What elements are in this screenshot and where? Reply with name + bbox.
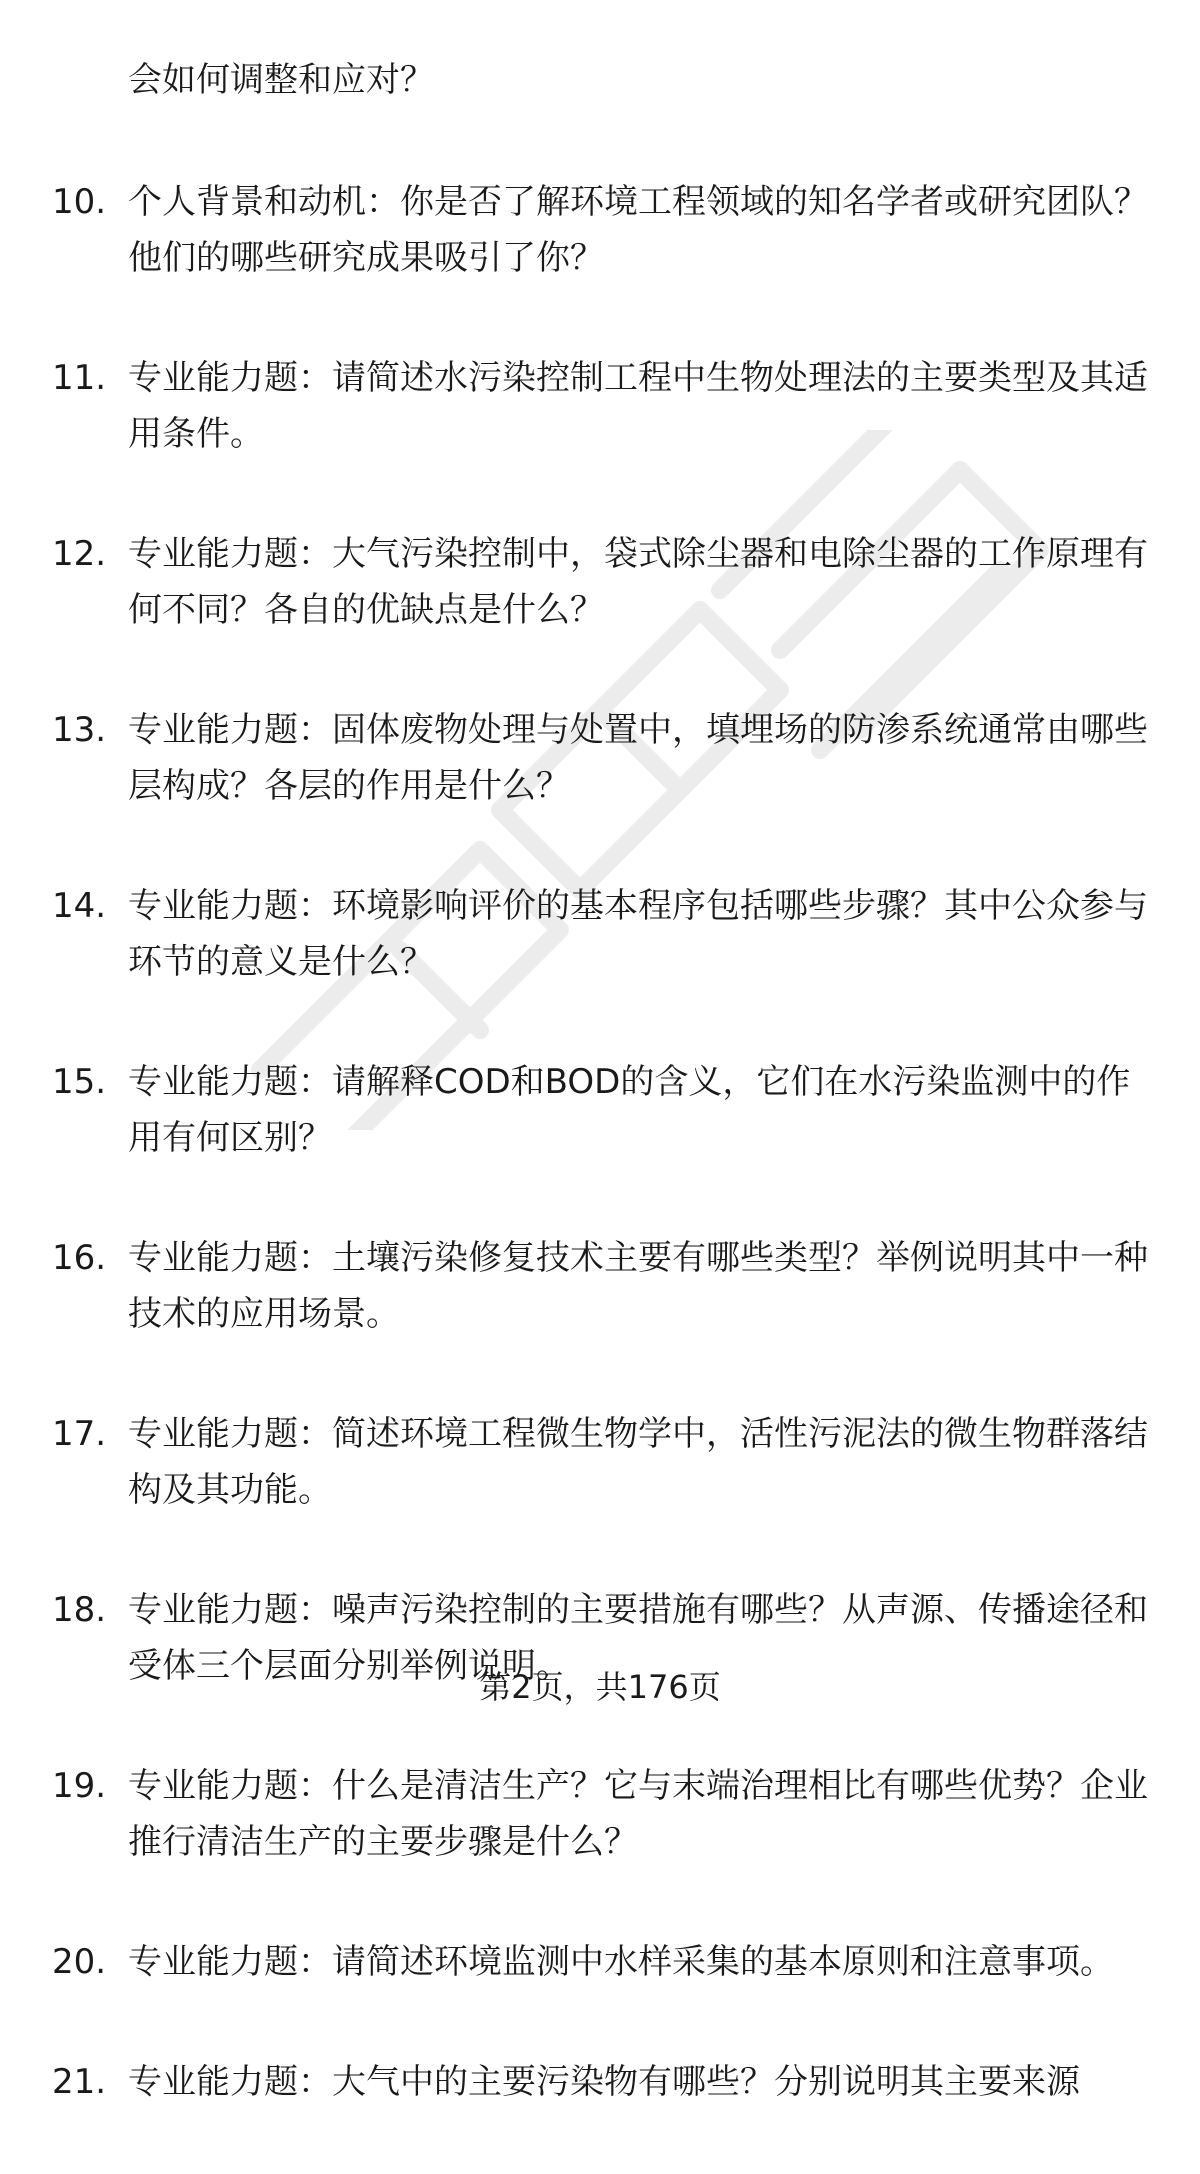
question-number: 18. (52, 1590, 107, 1630)
list-item (52, 2054, 1162, 2110)
question-number: 15. (52, 1062, 107, 1102)
list-item (52, 1230, 1162, 1342)
question-text: 专业能力题：环境影响评价的基本程序包括哪些步骤？其中公众参与环节的意义是什么？ (128, 886, 1148, 982)
page-footer: 第2页，共176页 (479, 1668, 721, 1706)
list-item (52, 1934, 1162, 1990)
question-text: 专业能力题：什么是清洁生产？它与末端治理相比有哪些优势？企业推行清洁生产的主要步骤是什么？ (128, 1766, 1148, 1862)
question-number: 16. (52, 1238, 107, 1278)
question-text: 专业能力题：请解释COD和BOD的含义，它们在水污染监测中的作用有何区别？ (128, 1062, 1131, 1158)
list-item (52, 526, 1162, 638)
question-text: 专业能力题：请简述环境监测中水样采集的基本原则和注意事项。 (128, 1942, 1114, 1982)
list-item (52, 1758, 1162, 1870)
question-text: 专业能力题：简述环境工程微生物学中，活性污泥法的微生物群落结构及其功能。 (128, 1414, 1148, 1510)
list-item (52, 1406, 1162, 1518)
question-list (52, 52, 1162, 2174)
question-text: 专业能力题：噪声污染控制的主要措施有哪些？从声源、传播途径和受体三个层面分别举例说明。 (128, 1590, 1148, 1686)
question-text: 专业能力题：大气中的主要污染物有哪些？分别说明其主要来源 (128, 2062, 1080, 2102)
list-item (52, 1054, 1162, 1166)
question-number: 12. (52, 534, 107, 574)
question-number: 19. (52, 1766, 107, 1806)
question-number: 14. (52, 886, 107, 926)
question-number: 11. (52, 358, 107, 398)
question-number: 10. (52, 182, 107, 222)
list-item (52, 174, 1162, 286)
question-text: 专业能力题：请简述水污染控制工程中生物处理法的主要类型及其适用条件。 (128, 358, 1148, 454)
question-number: 17. (52, 1414, 107, 1454)
question-number: 21. (52, 2062, 107, 2102)
list-item (52, 350, 1162, 462)
list-item (52, 878, 1162, 990)
question-number: 20. (52, 1942, 107, 1982)
question-text: 专业能力题：固体废物处理与处置中，填埋场的防渗系统通常由哪些层构成？各层的作用是什么？ (128, 710, 1148, 806)
question-number: 13. (52, 710, 107, 750)
list-item (52, 702, 1162, 814)
question-text: 专业能力题：大气污染控制中，袋式除尘器和电除尘器的工作原理有何不同？各自的优缺点是什么？ (128, 534, 1148, 630)
continuation-text: 会如何调整和应对？ (128, 60, 434, 100)
question-text: 专业能力题：土壤污染修复技术主要有哪些类型？举例说明其中一种技术的应用场景。 (128, 1238, 1148, 1334)
question-text: 个人背景和动机：你是否了解环境工程领域的知名学者或研究团队？他们的哪些研究成果吸引了你？ (128, 182, 1148, 278)
